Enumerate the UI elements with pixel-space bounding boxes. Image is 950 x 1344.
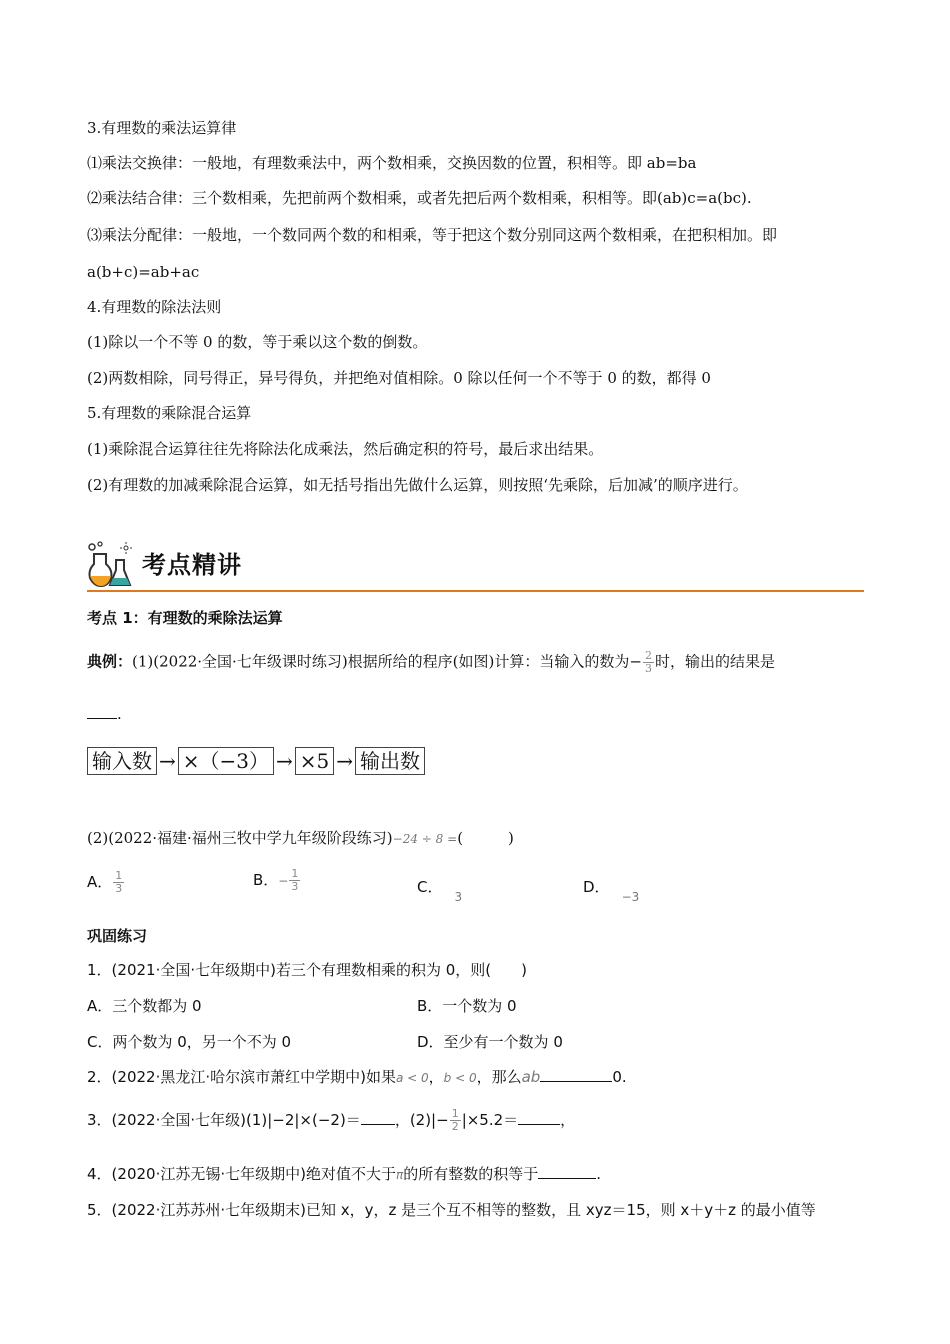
section-title: 考点精讲 <box>142 551 242 579</box>
example-q2: (2)(2022·福建·福州三牧中学九年级阶段练习)−24 ÷ 8 =( ) <box>87 829 514 847</box>
header-divider <box>87 590 864 592</box>
practice-q1-option-a[interactable]: A．三个数都为 0 <box>87 997 202 1015</box>
practice-q4: 4．(2020·江苏无锡·七年级期中)绝对值不大于π的所有整数的积等于 . <box>87 1165 601 1183</box>
option-c[interactable]: C．$_3$ <box>417 878 463 904</box>
practice-q1-option-d[interactable]: D．至少有一个数为 0 <box>417 1033 563 1051</box>
flow-times5-box: ×5 <box>295 747 334 775</box>
sec3-line1: ⑴乘法交换律：一般地，有理数乘法中，两个数相乘，交换因数的位置，积相等。即 ab=ba <box>87 154 697 172</box>
answer-blank[interactable] <box>87 704 117 719</box>
arrow-icon: → <box>159 749 176 773</box>
sec3-line2: ⑵乘法结合律：三个数相乘，先把前两个数相乘，或者先把后两个数相乘，积相等。即(ab)c=a(bc). <box>87 189 752 207</box>
practice-q1-option-b[interactable]: B．一个数为 0 <box>417 997 517 1015</box>
practice-q2: 2．(2022·黑龙江·哈尔滨市萧红中学期中)如果a < 0，b < 0，那么ab 0. <box>87 1068 627 1086</box>
sec3-line4: a(b+c)=ab+ac <box>87 263 200 281</box>
lab-flask-icon <box>86 540 136 588</box>
answer-blank[interactable] <box>538 1164 596 1179</box>
practice-q1: 1．(2021·全国·七年级期中)若三个有理数相乘的积为 0，则( ) <box>87 961 527 979</box>
example-label: 典例： <box>87 652 133 671</box>
practice-q1-option-c[interactable]: C．两个数为 0，另一个不为 0 <box>87 1033 292 1051</box>
q2-expression: −24 ÷ 8 = <box>392 832 458 846</box>
sec3-title: 3.有理数的乘法运算律 <box>87 119 237 137</box>
example-q1-tail: 时，输出的结果是 <box>654 652 775 671</box>
option-b[interactable]: B．− $\frac{1}{3}$ <box>253 867 299 893</box>
sec4-title: 4.有理数的除法法则 <box>87 298 222 316</box>
answer-blank[interactable] <box>540 1067 612 1082</box>
arrow-icon: → <box>276 749 293 773</box>
practice-q5: 5．(2022·江苏苏州·七年级期末)已知 x，y，z 是三个互不相等的整数，且 xyz＝15，则 x＋y＋z 的最小值等 <box>87 1201 816 1219</box>
sec5-title: 5.有理数的乘除混合运算 <box>87 404 252 422</box>
example-q1-text: (1)(2022·全国·七年级课时练习)根据所给的程序(如图)计算：当输入的数为− <box>132 652 642 671</box>
option-a[interactable]: A． $\frac{1}{3}$ <box>87 869 123 895</box>
sec4-line1: (1)除以一个不等 0 的数，等于乘以这个数的倒数。 <box>87 333 428 351</box>
sec3-line3: ⑶乘法分配律：一般地，一个数同两个数的和相乘，等于把这个数分别同这两个数相乘，在把积相加。即 <box>87 226 778 244</box>
flow-diagram <box>87 746 425 778</box>
flow-output-box: 输出数 <box>355 747 425 775</box>
option-d[interactable]: D．$_{-3}$ <box>583 878 640 904</box>
example-q1 <box>87 650 775 675</box>
kaodian-title: 考点 1：有理数的乘除法运算 <box>87 609 283 627</box>
sec4-line2: (2)两数相除，同号得正，异号得负，并把绝对值相除。0 除以任何一个不等于 0 的数，都得 0 <box>87 369 711 387</box>
sec5-line1: (1)乘除混合运算往往先将除法化成乘法，然后确定积的符号，最后求出结果。 <box>87 440 604 458</box>
flow-input-box: 输入数 <box>87 747 157 775</box>
arrow-icon: → <box>336 749 354 773</box>
sec5-line2: (2)有理数的加减乘除混合运算，如无括号指出先做什么运算，则按照‘先乘除，后加减’的顺序进行。 <box>87 476 748 494</box>
answer-blank[interactable] <box>518 1110 560 1125</box>
practice-q3: 3．(2022·全国·七年级)(1)|−2|×(−2)＝ ，(2)|− $\frac{1}{2}$ |×5.2＝ ， <box>87 1107 576 1133</box>
answer-blank[interactable] <box>361 1110 395 1125</box>
fraction: $\frac{2}{3}$ <box>644 649 652 675</box>
practice-title: 巩固练习 <box>87 927 148 945</box>
flow-multiply-box: ×（−3） <box>178 747 274 775</box>
example-q1-answer: . <box>87 704 122 724</box>
